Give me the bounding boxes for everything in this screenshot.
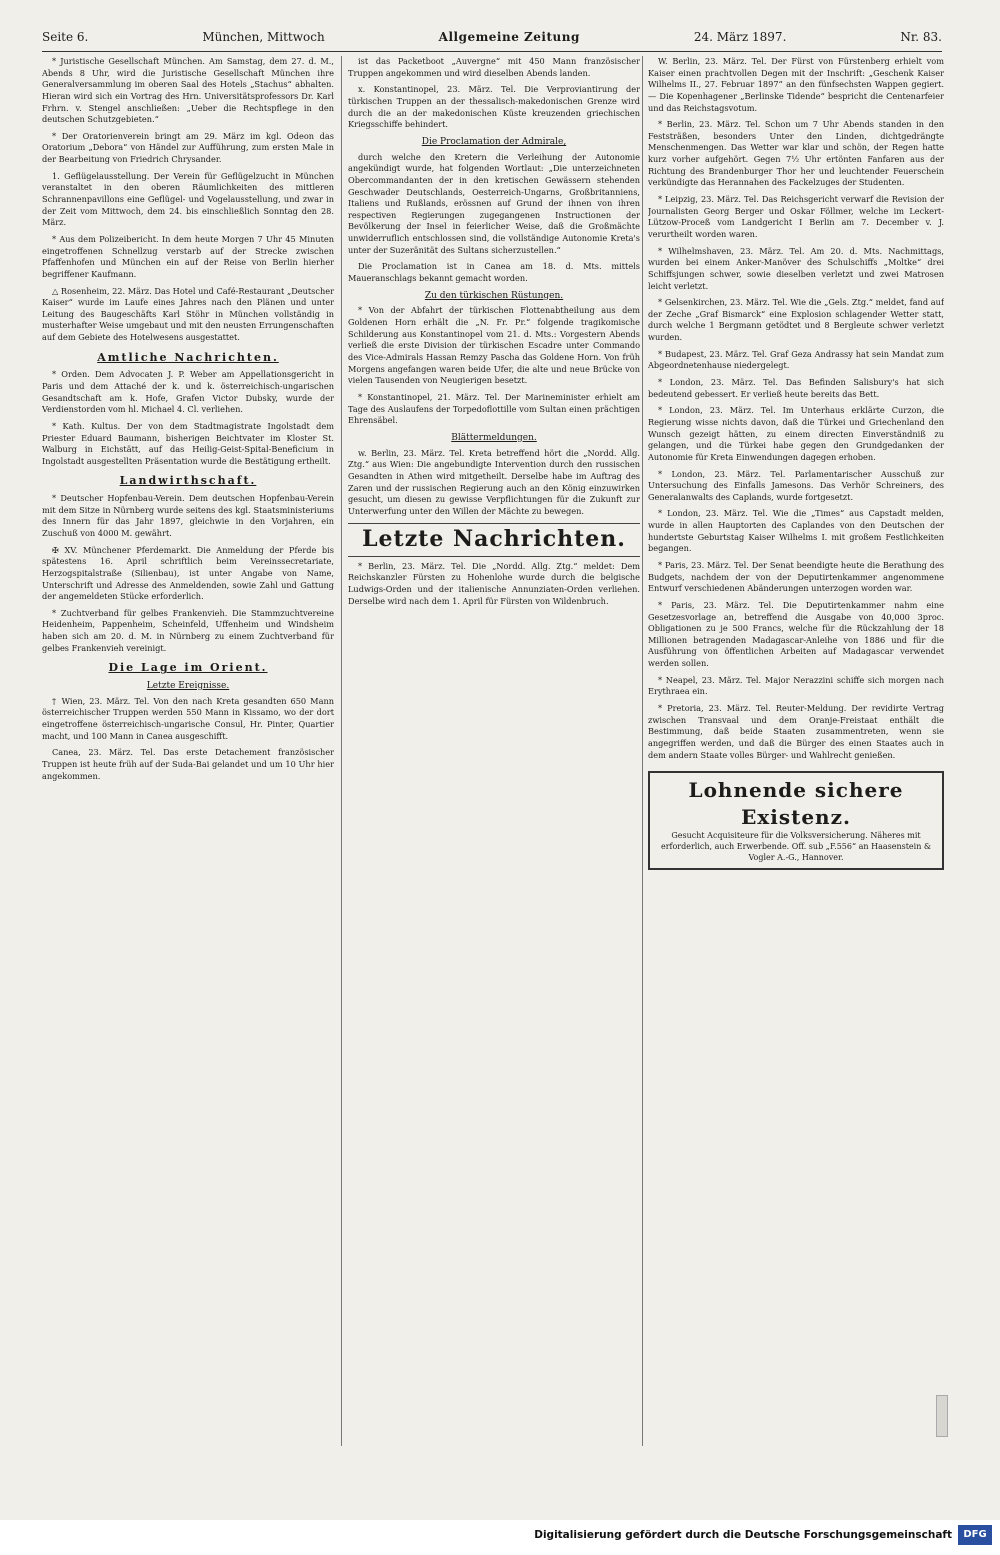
article-paragraph: * Pretoria, 23. März. Tel. Reuter-Meldung. Der revidirte Vertrag zwischen Transvaal und dem Oranje-Freistaat enthält die Bestimmung, daß beide Staaten zusammentreten, wenn sie angegriffen werden, und daß die Bürger des einen Staates auch in dem andern Staate volles Bürger- und Wahlrecht genießen. [648, 703, 944, 760]
article-paragraph: * Zuchtverband für gelbes Frankenvieh. Die Stammzuchtvereine Heidenheim, Pappenheim, Scheinfeld, Uffenheim und Windsheim haben sich am 20. d. M. in Nürnberg zu einem Zuchtverband für gelbes Frankenvieh vereinigt. [42, 607, 334, 653]
article-paragraph: † Wien, 23. März. Tel. Von den nach Kreta gesandten 650 Mann österreichischer Truppen werden 550 Mann in Kissamo, wo der dort eingetroffene österreichisch-ungarische Consul, Hr. Pinter, Quartier macht, und 100 Mann in Canea ausgeschifft. [42, 695, 334, 741]
article-paragraph: * Berlin, 23. März. Tel. Schon um 7 Uhr Abends standen in den Feststräßen, besonders Unter den Linden, dichtgedrängte Menschenmengen. Das Wetter war klar und schön, der Regen hatte kurz vorher aufgehört. Gegen 7½ Uhr ertönten Fanfaren aus der Richtung des Brandenburger Thor her und leuchtender Feuerschein verkündigte das Herannahen des Fackelzuges der Studenten. [648, 119, 944, 188]
article-paragraph: * Der Oratorienverein bringt am 29. März im kgl. Odeon das Oratorium „Debora“ von Händel zur Aufführung, zum ersten Male in der Bearbeitung von Friedrich Chrysander. [42, 130, 334, 165]
article-paragraph: * Konstantinopel, 21. März. Tel. Der Marineminister erhielt am Tage des Auslaufens der Torpedoflottille vom Sultan einen prächtigen Ehrensäbel. [348, 391, 640, 426]
header-date: 24. März 1897. [693, 30, 787, 44]
column-middle [348, 56, 640, 1456]
dfg-logo: DFG [958, 1525, 992, 1545]
section-heading-large: Letzte Nachrichten. [348, 523, 640, 556]
column-divider [642, 56, 643, 1446]
scan-color-strip [936, 1395, 948, 1437]
advertisement-text: Gesucht Acquisiteure für die Volksversicherung. Näheres mit erforderlich, auch Erwerbende. Off. sub „F.556“ an Haasenstein & Vogler A.-G., Hannover. [660, 831, 932, 862]
column-divider [341, 56, 342, 1446]
section-heading: Amtliche Nachrichten. [97, 350, 279, 364]
page-header [42, 30, 942, 52]
column-right [648, 56, 944, 1456]
article-paragraph: * Paris, 23. März. Tel. Der Senat beendigte heute die Berathung des Budgets, nachdem der von der Deputirtenkammer angenommene Entwurf verschiedenen Abänderungen unterzogen worden war. [648, 559, 944, 594]
article-paragraph: * London, 23. März. Tel. Parlamentarischer Ausschuß zur Untersuchung des Einfalls Jamesons. Das Verhör Schreiners, des Generalanwalts des Caplands, wurde fortgesetzt. [648, 468, 944, 502]
advertisement-box [648, 771, 944, 869]
article-paragraph: durch welche den Kretern die Verleihung der Autonomie angekündigt wurde, hat folgenden Wortlaut: „Die unterzeichneten Obercommandanten der in den kretischen Gewässern stehenden Geschwader Deutschlands, Oesterreich-Ungarns, Großbritanniens, Italiens und Rußlands, erössnen auf Grund der ihnen von ihren respectiven Regierungen zugegangenen Instructionen der Bevölkerung der Insel in feierlicher Weise, daß die Großmächte unwiderruflich entschlossen sind, die vollständige Autonomie Kreta's unter der Suzeränität des Sultans sicherzustellen.“ [348, 151, 640, 255]
advertisement-title: Lohnende sichere Existenz. [688, 778, 904, 830]
article-paragraph: * Wilhelmshaven, 23. März. Tel. Am 20. d. Mts. Nachmittags, wurden bei einem Anker-Manöver des Schulschiffs „Moltke“ drei Schiffsjungen schwer, sowie dieselben verletzt und zwei Matrosen leicht verletzt. [648, 245, 944, 291]
header-place: München, Mittwoch [202, 30, 325, 44]
subsection-heading: Blättermeldungen. [451, 432, 537, 443]
article-paragraph: * Aus dem Polizeibericht. In dem heute Morgen 7 Uhr 45 Minuten eingetroffenen Schnellzug verstarb auf der Strecke zwischen Pfaffenhofen und München ein auf der Reise von Berlin hierher begriffener Kaufmann. [42, 233, 334, 279]
article-paragraph: 1. Geflügelausstellung. Der Verein für Geflügelzucht in München veranstaltet in den oberen Räumlichkeiten des mittleren Schrannenpavillons eine Geflügel- und Vogelausstellung, und zwar in der Zeit vom Mittwoch, dem 24. bis einschließlich Sonntag den 28. März. [42, 170, 334, 228]
newspaper-title: Allgemeine Zeitung [438, 30, 580, 44]
article-paragraph: * Berlin, 23. März. Tel. Die „Nordd. Allg. Ztg.“ meldet: Dem Reichskanzler Fürsten zu Hohenlohe wurde durch die belgische Ludwigs-Orden und der italienische Annunziaten-Orden verliehen. Derselbe wird nach dem 1. April für Fürsten von Wildenbruch. [348, 560, 640, 606]
subsection-heading: Zu den türkischen Rüstungen. [424, 290, 564, 301]
article-paragraph: * Von der Abfahrt der türkischen Flottenabtheilung aus dem Goldenen Horn erhält die „N. Fr. Pr.“ folgende tragikomische Schilderung aus Konstantinopel vom 21. d. Mts.: Vorgestern Abends verließ die erste Division der türkischen Escadre unter Commando des Vice-Admirals Hassan Remzy Pascha das Goldene Horn. Von früh Morgens angefangen waren beide Ufer, die alte und neue Brücke von vielen Tausenden von Neugierigen besetzt. [348, 305, 640, 386]
subsection-heading: Letzte Ereignisse. [146, 681, 230, 692]
subsection-heading: Die Proclamation der Admirale, [421, 136, 567, 147]
article-paragraph: * Kath. Kultus. Der von dem Stadtmagistrate Ingolstadt dem Priester Eduard Baumann, bisherigen Beichtvater im Kloster St. Walburg in Eichstätt, auf das Heilig-Geist-Spital-Beneficium in Ingolstadt ausgestellten Präsentation wurde die Bestätigung ertheilt. [42, 420, 334, 466]
article-paragraph: * Paris, 23. März. Tel. Die Deputirtenkammer nahm eine Gesetzesvorlage an, betreffend die Ausgabe von 40,000 3proc. Obligationen zu je 500 Francs, welche für die Rückzahlung der 18 Millionen betragenden Madagascar-Anleihe von 1886 und für die Ausführung von öffentlichen Arbeiten auf Madagascar verwendet werden sollen. [648, 599, 944, 669]
footer-credit: Digitalisierung gefördert durch die Deutsche Forschungsgemeinschaft [534, 1529, 952, 1541]
footer-bar [0, 1520, 1000, 1555]
article-paragraph: * Juristische Gesellschaft München. Am Samstag, dem 27. d. M., Abends 8 Uhr, wird die Juristische Gesellschaft München ihre Generalversammlung im oberen Saal des Hotels „Stachus“ abhalten. Hieran wird sich ein Vortrag des Hrn. Universitätsprofessors Dr. Karl Frhrn. v. Stengel anschließen: „Ueber die Rechtspflege in den deutschen Schutzgebieten.“ [42, 56, 334, 125]
article-paragraph: * Deutscher Hopfenbau-Verein. Dem deutschen Hopfenbau-Verein mit dem Sitze in Nürnberg wurde seitens des kgl. Staatsministeriums des Innern für das Jahr 1897, gleichwie in den Vorjahren, ein Zuschuß von 4000 M. gewährt. [42, 493, 334, 538]
column-left [42, 56, 334, 1456]
article-paragraph: Die Proclamation ist in Canea am 18. d. Mts. mittels Maueranschlags bekannt gemacht worden. [348, 261, 640, 284]
article-paragraph: x. Konstantinopel, 23. März. Tel. Die Verproviantirung der türkischen Truppen an der thessalisch-makedonischen Grenze wird durch die an der makedonischen Küste kreuzenden griechischen Kriegsschiffe behindert. [348, 84, 640, 130]
page-number: Seite 6. [42, 30, 89, 44]
article-paragraph: * Budapest, 23. März. Tel. Graf Geza Andrassy hat sein Mandat zum Abgeordnetenhause niedergelegt. [648, 348, 944, 371]
article-paragraph: W. Berlin, 23. März. Tel. Der Fürst von Fürstenberg erhielt vom Kaiser einen prachtvollen Degen mit der Inschrift: „Geschenk Kaiser Wilhelms II., 27. Februar 1897“ an den fünfsechsten Wappen gegiert. — Die Kopenhagener „Berlinske Tidende“ bespricht die Centenarfeier und das Reichstagsvotum. [648, 56, 944, 113]
article-paragraph: w. Berlin, 23. März. Tel. Kreta betreffend hört die „Nordd. Allg. Ztg.“ aus Wien: Die angebundigte Intervention durch den russischen Gesandten in Athen wird mitgetheilt. Derselbe habe im Auftrag des Zaren und der russischen Regierung auch an den König einzuwirken gesucht, um diesen zu gewisse Verpflichtungen für die Zukunft zur Unterwerfung unter den Willen der Mächte zu bewegen. [348, 447, 640, 516]
section-heading: Die Lage im Orient. [108, 661, 268, 675]
article-paragraph: △ Rosenheim, 22. März. Das Hotel und Café-Restaurant „Deutscher Kaiser“ wurde im Laufe eines Jahres nach den Plänen und unter Leitung des Baugeschäfts Karl Stöhr in München vollständig in musterhafter Weise umgebaut und mit den neusten Errungenschaften auf dem Gebiete des Hotelwesens ausgestattet. [42, 285, 334, 343]
section-heading: Landwirthschaft. [119, 474, 257, 488]
article-paragraph: * Gelsenkirchen, 23. März. Tel. Wie die „Gels. Ztg.“ meldet, fand auf der Zeche „Graf Bismarck“ eine Explosion schlagender Wetter statt, durch welche 1 Bergmann getödtet und 8 Bergleute schwer verletzt wurden. [648, 297, 944, 343]
article-paragraph: * London, 23. März. Tel. Im Unterhaus erklärte Curzon, die Regierung wisse nichts davon, daß die Türkei und Griechenland den Wunsch gezeigt hätten, zu einem directen Einverständniß zu gelangen, und die Türkei habe gegen den Grundgedanken der Autonomie für Kreta Einwendungen dagegen erhoben. [648, 405, 944, 462]
article-paragraph: ✠ XV. Münchener Pferdemarkt. Die Anmeldung der Pferde bis spätestens 16. April schriftlich beim Vereinssecretariate, Herzogspitalstraße (Silienbau), ist unter Angabe von Name, Unterschrift und Adresse des Anmeldenden, sowie Zahl und Gattung der angemeldeten Stücke erforderlich. [42, 544, 334, 602]
article-paragraph: Canea, 23. März. Tel. Das erste Detachement französischer Truppen ist heute früh auf der Suda-Bai gelandet und um 10 Uhr hier angekommen. [42, 747, 334, 781]
article-paragraph: ist das Packetboot „Auvergne“ mit 450 Mann französischer Truppen angekommen und wird dieselben Abends landen. [348, 56, 640, 78]
article-paragraph: * London, 23. März. Tel. Das Befinden Salisbury's hat sich bedeutend gebessert. Er verließ heute bereits das Bett. [648, 377, 944, 399]
article-paragraph: * London, 23. März. Tel. Wie die „Times“ aus Capstadt melden, wurde in allen Hauptorten des Caplandes von den Deutschen der hundertste Geburtstag Kaiser Wilhelms I. mit großem Festlichkeiten begangen. [648, 508, 944, 554]
article-paragraph: * Neapel, 23. März. Tel. Major Nerazzini schiffe sich morgen nach Erythraea ein. [648, 674, 944, 697]
article-paragraph: * Orden. Dem Advocaten J. P. Weber am Appellationsgericht in Paris und dem Attaché der k. und k. österreichisch-ungarischen Gesandtschaft am k. Hofe, Grafen Victor Dubsky, wurde der Verdienstorden vom hl. Michael 4. Cl. verliehen. [42, 369, 334, 415]
article-paragraph: * Leipzig, 23. März. Tel. Das Reichsgericht verwarf die Revision der Journalisten Georg Berger und Oskar Föllmer, welche im Leckert-Lützow-Proceß vom Landgericht I Berlin am 7. December v. J. verurtheilt worden waren. [648, 194, 944, 239]
issue-number: Nr. 83. [900, 30, 942, 44]
